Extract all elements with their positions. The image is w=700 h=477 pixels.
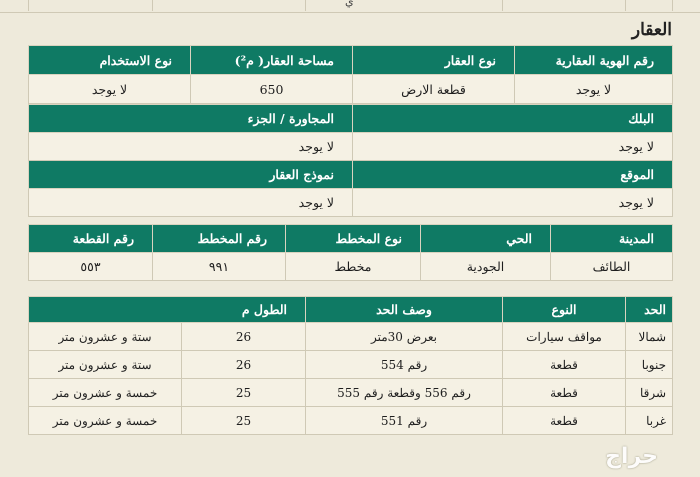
description-cell: رقم 551	[306, 407, 503, 435]
length-number-cell: 26	[182, 323, 306, 351]
header-type: النوع	[503, 297, 626, 323]
header-block: البلك	[353, 105, 673, 133]
value-plot-number: ٥٥٣	[29, 253, 153, 281]
length-words-cell: ستة و عشرون متر	[29, 323, 182, 351]
value-neighborhood-part: لا يوجد	[29, 133, 353, 161]
description-cell: رقم 556 وقطعة رقم 555	[306, 379, 503, 407]
type-cell: قطعة	[503, 351, 626, 379]
value-row	[29, 253, 673, 281]
header-row	[29, 225, 673, 253]
side-cell: جنوبا	[626, 351, 673, 379]
header-property-id: رقم الهوية العقارية	[515, 46, 673, 75]
header-row	[29, 297, 673, 323]
value-row	[29, 75, 673, 104]
header-row	[29, 105, 673, 133]
table-row	[29, 407, 673, 435]
table-row	[29, 379, 673, 407]
description-cell: رقم 554	[306, 351, 503, 379]
side-cell: شمالا	[626, 323, 673, 351]
cut-off-text: ي	[345, 0, 354, 8]
length-number-cell: 26	[182, 351, 306, 379]
type-cell: قطعة	[503, 379, 626, 407]
header-property-type: نوع العقار	[353, 46, 515, 75]
value-property-area: 650	[191, 75, 353, 104]
type-cell: مواقف سيارات	[503, 323, 626, 351]
header-property-model: نموذج العقار	[29, 161, 353, 189]
length-words-cell: خمسة و عشرون متر	[29, 407, 182, 435]
value-block: لا يوجد	[353, 133, 673, 161]
boundaries-table	[28, 296, 673, 435]
value-usage-type: لا يوجد	[29, 75, 191, 104]
value-property-model: لا يوجد	[29, 189, 353, 217]
value-plan-number: ٩٩١	[153, 253, 286, 281]
side-cell: شرقا	[626, 379, 673, 407]
description-cell: بعرض 30متر	[306, 323, 503, 351]
header-length: الطول م	[29, 297, 306, 323]
plan-info-table	[28, 224, 673, 281]
header-row	[29, 161, 673, 189]
value-city: الطائف	[551, 253, 673, 281]
length-number-cell: 25	[182, 407, 306, 435]
value-district: الجودية	[421, 253, 551, 281]
table-row	[29, 323, 673, 351]
header-city: المدينة	[551, 225, 673, 253]
header-neighborhood-part: المجاورة / الجزء	[29, 105, 353, 133]
header-row	[29, 46, 673, 75]
header-usage-type: نوع الاستخدام	[29, 46, 191, 75]
block-location-table	[28, 104, 673, 217]
value-property-type: قطعة الارض	[353, 75, 515, 104]
length-number-cell: 25	[182, 379, 306, 407]
value-property-id: لا يوجد	[515, 75, 673, 104]
type-cell: قطعة	[503, 407, 626, 435]
header-property-area: مساحة العقار( م²)	[191, 46, 353, 75]
section-title: العقار	[631, 20, 672, 40]
header-side: الحد	[626, 297, 673, 323]
value-row	[29, 189, 673, 217]
header-plan-number: رقم المخطط	[153, 225, 286, 253]
length-words-cell: خمسة و عشرون متر	[29, 379, 182, 407]
header-location: الموقع	[353, 161, 673, 189]
header-district: الحي	[421, 225, 551, 253]
length-words-cell: ستة و عشرون متر	[29, 351, 182, 379]
header-plot-number: رقم القطعة	[29, 225, 153, 253]
header-plan-type: نوع المخطط	[286, 225, 421, 253]
value-row	[29, 133, 673, 161]
header-description: وصف الحد	[306, 297, 503, 323]
watermark-logo: حراج	[605, 444, 658, 469]
property-info-table	[28, 45, 673, 104]
value-plan-type: مخطط	[286, 253, 421, 281]
side-cell: غربا	[626, 407, 673, 435]
table-row	[29, 351, 673, 379]
value-location: لا يوجد	[353, 189, 673, 217]
previous-table-strip	[0, 0, 700, 13]
